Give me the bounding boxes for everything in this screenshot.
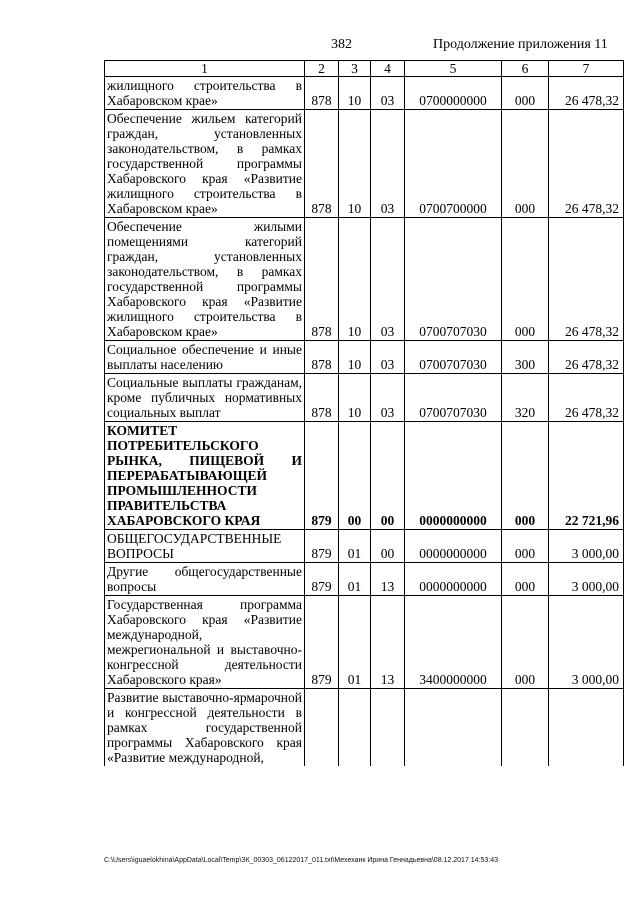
admin-code-cell: 878	[305, 218, 339, 341]
row-name-cell: жилищного строительства в Хабаровском крае»	[105, 77, 305, 110]
subsection-cell	[371, 689, 405, 767]
subsection-cell: 13	[371, 563, 405, 596]
table-row	[105, 422, 624, 530]
subsection-cell: 00	[371, 422, 405, 530]
section-cell: 10	[339, 110, 371, 218]
amount-cell: 3 000,00	[549, 563, 624, 596]
amount-cell: 26 478,32	[549, 374, 624, 422]
admin-code-cell: 879	[305, 530, 339, 563]
subsection-cell: 03	[371, 341, 405, 374]
table-row	[105, 596, 624, 689]
expense-type-cell	[502, 689, 549, 767]
amount-cell	[549, 689, 624, 767]
table-row	[105, 341, 624, 374]
amount-cell: 22 721,96	[549, 422, 624, 530]
admin-code-cell: 878	[305, 341, 339, 374]
row-name-cell: Социальные выплаты гражданам, кроме публичных нормативных социальных выплат	[105, 374, 305, 422]
column-header: 6	[502, 61, 549, 77]
expense-type-cell: 000	[502, 563, 549, 596]
row-name-cell: Социальное обеспечение и иные выплаты населению	[105, 341, 305, 374]
subsection-cell: 00	[371, 530, 405, 563]
target-article-cell: 0700707030	[405, 218, 502, 341]
amount-cell: 26 478,32	[549, 110, 624, 218]
amount-cell: 26 478,32	[549, 341, 624, 374]
admin-code-cell: 878	[305, 77, 339, 110]
page-number: 382	[331, 37, 352, 52]
amount-cell: 26 478,32	[549, 218, 624, 341]
expense-type-cell: 000	[502, 77, 549, 110]
amount-cell: 3 000,00	[549, 596, 624, 689]
column-header: 5	[405, 61, 502, 77]
target-article-cell: 0000000000	[405, 530, 502, 563]
section-cell: 01	[339, 596, 371, 689]
admin-code-cell: 878	[305, 110, 339, 218]
expense-type-cell: 000	[502, 110, 549, 218]
target-article-cell: 0700707030	[405, 374, 502, 422]
expense-type-cell: 300	[502, 341, 549, 374]
column-header: 3	[339, 61, 371, 77]
target-article-cell: 0000000000	[405, 422, 502, 530]
target-article-cell: 0700700000	[405, 110, 502, 218]
row-name-cell: Развитие выставочно-ярмарочной и конгрессной деятельности в рамках государственной программы Хабаровского края «Развитие международной,	[105, 689, 305, 767]
column-header: 1	[105, 61, 305, 77]
row-name-cell: Обеспечение жилыми помещениями категорий граждан, установленных законодательством, в рамках государственной программы Хабаровского края «Развитие жилищного строительства в Хабаровском крае»	[105, 218, 305, 341]
section-cell: 10	[339, 374, 371, 422]
subsection-cell: 13	[371, 596, 405, 689]
row-name-cell: ОБЩЕГОСУДАРСТВЕННЫЕ ВОПРОСЫ	[105, 530, 305, 563]
subsection-cell: 03	[371, 77, 405, 110]
section-cell: 01	[339, 563, 371, 596]
target-article-cell: 0700707030	[405, 341, 502, 374]
admin-code-cell: 879	[305, 422, 339, 530]
table-row	[105, 77, 624, 110]
target-article-cell: 0000000000	[405, 563, 502, 596]
section-cell: 10	[339, 77, 371, 110]
column-header: 7	[549, 61, 624, 77]
table-row	[105, 530, 624, 563]
row-name-cell: Обеспечение жильем категорий граждан, установленных законодательством, в рамках государственной программы Хабаровского края «Развитие жилищного строительства в Хабаровском крае»	[105, 110, 305, 218]
table-row	[105, 689, 624, 767]
section-cell	[339, 689, 371, 767]
amount-cell: 3 000,00	[549, 530, 624, 563]
admin-code-cell: 879	[305, 563, 339, 596]
row-name-cell: Государственная программа Хабаровского края «Развитие международной, межрегиональной и выставочно-конгрессной деятельности Хабаровского края»	[105, 596, 305, 689]
column-header: 2	[305, 61, 339, 77]
table-header-row	[105, 61, 624, 77]
expense-type-cell: 000	[502, 218, 549, 341]
expense-type-cell: 320	[502, 374, 549, 422]
amount-cell: 26 478,32	[549, 77, 624, 110]
table-row	[105, 218, 624, 341]
row-name-cell: Другие общегосударственные вопросы	[105, 563, 305, 596]
section-cell: 00	[339, 422, 371, 530]
subsection-cell: 03	[371, 110, 405, 218]
appendix-label: Продолжение приложения 11	[433, 37, 608, 52]
expense-type-cell: 000	[502, 596, 549, 689]
budget-table	[104, 60, 624, 766]
section-cell: 01	[339, 530, 371, 563]
section-cell: 10	[339, 218, 371, 341]
table-row	[105, 110, 624, 218]
section-cell: 10	[339, 341, 371, 374]
file-path-footer: C:\Users\iguaelokhina\AppData\Local\Temp\ЗК_00303_06122017_011.txt\Мехеханк Ирина Геннадьевна\08.12.2017 14:53:43	[104, 857, 499, 864]
target-article-cell: 0700000000	[405, 77, 502, 110]
table-row	[105, 563, 624, 596]
admin-code-cell	[305, 689, 339, 767]
target-article-cell: 3400000000	[405, 596, 502, 689]
expense-type-cell: 000	[502, 530, 549, 563]
column-header: 4	[371, 61, 405, 77]
target-article-cell	[405, 689, 502, 767]
subsection-cell: 03	[371, 374, 405, 422]
admin-code-cell: 878	[305, 374, 339, 422]
table-row	[105, 374, 624, 422]
subsection-cell: 03	[371, 218, 405, 341]
row-name-cell: КОМИТЕТ ПОТРЕБИТЕЛЬСКОГО РЫНКА, ПИЩЕВОЙ И ПЕРЕРАБАТЫВАЮЩЕЙ ПРОМЫШЛЕННОСТИ ПРАВИТЕЛЬСТВА ХАБАРОВСКОГО КРАЯ	[105, 422, 305, 530]
admin-code-cell: 879	[305, 596, 339, 689]
expense-type-cell: 000	[502, 422, 549, 530]
